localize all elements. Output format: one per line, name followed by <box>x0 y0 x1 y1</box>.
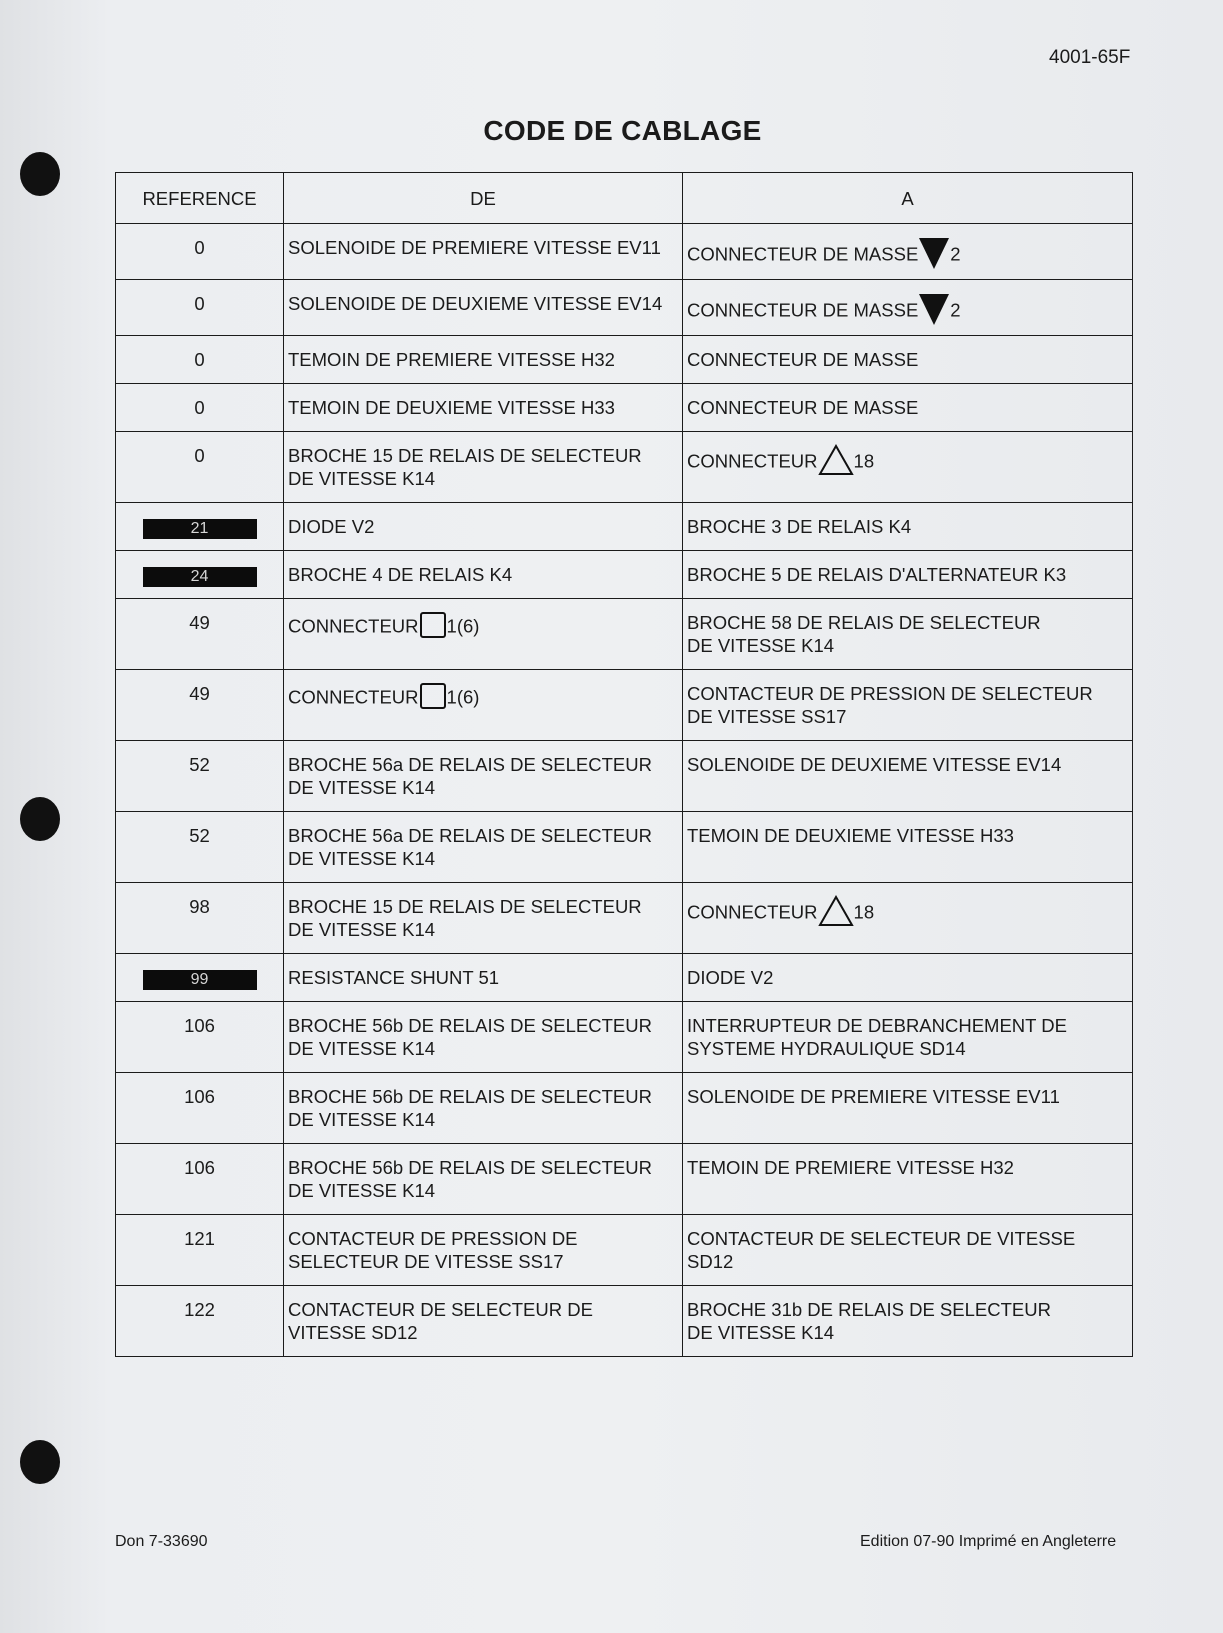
cell-text: CONTACTEUR DE SELECTEUR DE <box>288 1299 593 1320</box>
reference-number: 98 <box>189 896 210 917</box>
cell-text: SYSTEME HYDRAULIQUE SD14 <box>687 1038 966 1059</box>
symbol-number: 1(6) <box>446 615 480 637</box>
table-row <box>116 883 1133 954</box>
cell-from <box>284 954 683 1002</box>
reference-number: 0 <box>194 349 205 370</box>
cell-from <box>284 432 683 503</box>
table-row <box>116 432 1133 503</box>
cell-from <box>284 384 683 432</box>
cell-line <box>288 1227 678 1250</box>
outline-triangle-up-icon <box>818 444 854 481</box>
cell-text: CONNECTEUR DE MASSE <box>687 397 919 418</box>
cell-line <box>288 515 678 538</box>
outline-triangle-up-icon <box>818 895 854 932</box>
cell-text: SD12 <box>687 1251 734 1272</box>
cell-text: TEMOIN DE PREMIERE VITESSE H32 <box>687 1157 1014 1178</box>
cell-line <box>288 1085 678 1108</box>
cell-to <box>683 336 1133 384</box>
cell-text: DE VITESSE K14 <box>288 777 436 798</box>
cell-line <box>288 1108 678 1131</box>
cell-text: BROCHE 58 DE RELAIS DE SELECTEUR <box>687 612 1041 633</box>
cell-line <box>687 1298 1128 1321</box>
cell-reference <box>116 812 284 883</box>
column-header-to: A <box>683 173 1133 224</box>
filled-triangle-down-icon <box>918 292 950 331</box>
cell-text: SELECTEUR DE VITESSE SS17 <box>288 1251 564 1272</box>
cell-to <box>683 1073 1133 1144</box>
cell-line <box>687 611 1128 634</box>
cell-line <box>687 682 1128 705</box>
cell-text: CONNECTEUR <box>288 615 419 637</box>
cell-to <box>683 432 1133 503</box>
cell-line <box>288 847 678 870</box>
symbol-number: 2 <box>950 299 961 321</box>
cell-line <box>687 236 1128 275</box>
cell-line <box>687 1227 1128 1250</box>
cell-text: BROCHE 56b DE RELAIS DE SELECTEUR <box>288 1086 652 1107</box>
cell-line <box>687 1085 1128 1108</box>
cell-from <box>284 599 683 670</box>
cell-reference <box>116 551 284 599</box>
cell-from <box>284 503 683 551</box>
table-row <box>116 1215 1133 1286</box>
binder-hole <box>20 1440 60 1484</box>
cell-line <box>687 824 1128 847</box>
footer-edition: Edition 07-90 Imprimé en Angleterre <box>860 1533 1117 1550</box>
table-row <box>116 1286 1133 1357</box>
cell-line <box>288 824 678 847</box>
cell-line <box>288 1014 678 1037</box>
cell-reference <box>116 503 284 551</box>
cell-text: CONNECTEUR <box>687 450 818 472</box>
table-row <box>116 1144 1133 1215</box>
cell-text: DE VITESSE K14 <box>288 919 436 940</box>
cell-text: BROCHE 3 DE RELAIS K4 <box>687 516 912 537</box>
cell-text: DE VITESSE K14 <box>288 1180 436 1201</box>
cell-text: DE VITESSE SS17 <box>687 706 847 727</box>
symbol-number: 2 <box>950 243 961 265</box>
cell-reference <box>116 1286 284 1357</box>
cell-to <box>683 883 1133 954</box>
cell-text: BROCHE 56a DE RELAIS DE SELECTEUR <box>288 825 652 846</box>
table-header-row <box>116 173 1133 224</box>
cell-line <box>288 292 678 315</box>
cell-line <box>288 1037 678 1060</box>
cell-text: VITESSE SD12 <box>288 1322 418 1343</box>
cell-from <box>284 224 683 280</box>
table-row <box>116 741 1133 812</box>
table-row <box>116 812 1133 883</box>
cell-reference <box>116 1215 284 1286</box>
cell-text: DE VITESSE K14 <box>687 1322 835 1343</box>
cell-line <box>288 1179 678 1202</box>
cell-line <box>288 895 678 918</box>
reference-number: 0 <box>194 293 205 314</box>
cell-text: CONNECTEUR DE MASSE <box>687 243 919 265</box>
cell-to <box>683 384 1133 432</box>
table-row <box>116 599 1133 670</box>
cell-reference <box>116 883 284 954</box>
reference-number: 106 <box>184 1086 215 1107</box>
cell-line <box>288 1156 678 1179</box>
cell-line <box>288 682 678 715</box>
cell-from <box>284 1286 683 1357</box>
cell-to <box>683 670 1133 741</box>
cell-text: BROCHE 15 DE RELAIS DE SELECTEUR <box>288 445 642 466</box>
cell-line <box>687 348 1128 371</box>
cell-from <box>284 551 683 599</box>
cell-text: DIODE V2 <box>288 516 375 537</box>
cell-line <box>687 1250 1128 1273</box>
cell-to <box>683 1286 1133 1357</box>
cell-from <box>284 741 683 812</box>
cell-text: DE VITESSE K14 <box>288 1038 436 1059</box>
reference-number: 0 <box>194 397 205 418</box>
cell-line <box>687 1037 1128 1060</box>
cell-line <box>288 348 678 371</box>
cell-text: CONTACTEUR DE PRESSION DE <box>288 1228 578 1249</box>
table-row <box>116 503 1133 551</box>
table-row <box>116 670 1133 741</box>
cell-text: RESISTANCE SHUNT 51 <box>288 967 500 988</box>
binder-hole <box>20 797 60 841</box>
cell-to <box>683 954 1133 1002</box>
table-row <box>116 1002 1133 1073</box>
cell-line <box>687 705 1128 728</box>
cell-line <box>687 563 1128 586</box>
cell-line <box>288 611 678 644</box>
cell-text: BROCHE 5 DE RELAIS D'ALTERNATEUR K3 <box>687 564 1067 585</box>
reference-number: 49 <box>189 612 210 633</box>
cell-line <box>687 634 1128 657</box>
cell-line <box>687 1321 1128 1344</box>
cell-from <box>284 1215 683 1286</box>
table-row <box>116 384 1133 432</box>
cell-text: TEMOIN DE DEUXIEME VITESSE H33 <box>687 825 1014 846</box>
cell-to <box>683 812 1133 883</box>
cell-to <box>683 551 1133 599</box>
cell-line <box>288 753 678 776</box>
cell-reference <box>116 954 284 1002</box>
cell-reference <box>116 336 284 384</box>
cell-from <box>284 670 683 741</box>
reference-number: 52 <box>189 754 210 775</box>
cell-line <box>687 753 1128 776</box>
column-header-reference: REFERENCE <box>116 173 284 224</box>
cell-text: DE VITESSE K14 <box>288 848 436 869</box>
cell-line <box>687 515 1128 538</box>
cell-text: BROCHE 31b DE RELAIS DE SELECTEUR <box>687 1299 1051 1320</box>
cell-text: CONNECTEUR <box>687 901 818 923</box>
cell-text: BROCHE 56a DE RELAIS DE SELECTEUR <box>288 754 652 775</box>
cell-line <box>288 396 678 419</box>
cell-text: SOLENOIDE DE DEUXIEME VITESSE EV14 <box>687 754 1062 775</box>
cell-line <box>687 895 1128 932</box>
redacted-reference: 99 <box>143 970 257 990</box>
symbol-number: 1(6) <box>446 686 480 708</box>
reference-number: 0 <box>194 445 205 466</box>
reference-number: 0 <box>194 237 205 258</box>
cell-reference <box>116 741 284 812</box>
cell-text: CONNECTEUR DE MASSE <box>687 349 919 370</box>
cell-line <box>288 236 678 259</box>
cell-line <box>687 396 1128 419</box>
cell-reference <box>116 1144 284 1215</box>
cell-to <box>683 280 1133 336</box>
cell-from <box>284 280 683 336</box>
cell-line <box>288 776 678 799</box>
cell-text: BROCHE 56b DE RELAIS DE SELECTEUR <box>288 1015 652 1036</box>
redacted-reference: 24 <box>143 567 257 587</box>
cell-from <box>284 1144 683 1215</box>
document-number: 4001-65F <box>1049 47 1131 68</box>
cell-to <box>683 1002 1133 1073</box>
reference-number: 49 <box>189 683 210 704</box>
cell-line <box>288 1298 678 1321</box>
cell-text: CONTACTEUR DE PRESSION DE SELECTEUR <box>687 683 1093 704</box>
cell-text: DIODE V2 <box>687 967 774 988</box>
cell-text: BROCHE 15 DE RELAIS DE SELECTEUR <box>288 896 642 917</box>
table-row <box>116 280 1133 336</box>
cell-to <box>683 1144 1133 1215</box>
redacted-reference: 21 <box>143 519 257 539</box>
reference-number: 122 <box>184 1299 215 1320</box>
cell-text: BROCHE 56b DE RELAIS DE SELECTEUR <box>288 1157 652 1178</box>
table-row <box>116 954 1133 1002</box>
square-icon <box>419 611 447 644</box>
reference-number: 121 <box>184 1228 215 1249</box>
cell-line <box>288 1321 678 1344</box>
cell-text: DE VITESSE K14 <box>288 1109 436 1130</box>
cell-line <box>288 444 678 467</box>
cell-text: TEMOIN DE PREMIERE VITESSE H32 <box>288 349 615 370</box>
page-title: CODE DE CABLAGE <box>483 115 762 146</box>
reference-number: 106 <box>184 1157 215 1178</box>
cell-reference <box>116 1073 284 1144</box>
cell-from <box>284 812 683 883</box>
cell-text: SOLENOIDE DE PREMIERE VITESSE EV11 <box>687 1086 1060 1107</box>
cell-reference <box>116 1002 284 1073</box>
cell-text: SOLENOIDE DE PREMIERE VITESSE EV11 <box>288 237 661 258</box>
cell-to <box>683 599 1133 670</box>
cell-from <box>284 1002 683 1073</box>
square-icon <box>419 682 447 715</box>
cell-line <box>288 918 678 941</box>
table-row <box>116 1073 1133 1144</box>
cell-reference <box>116 599 284 670</box>
cell-reference <box>116 280 284 336</box>
cell-line <box>288 1250 678 1273</box>
cell-from <box>284 336 683 384</box>
cell-from <box>284 883 683 954</box>
binder-hole <box>20 152 60 196</box>
cell-text: DE VITESSE K14 <box>288 468 436 489</box>
cell-reference <box>116 224 284 280</box>
cell-line <box>687 966 1128 989</box>
table-row <box>116 551 1133 599</box>
footer-document-code: Don 7-33690 <box>115 1533 208 1550</box>
cell-text: TEMOIN DE DEUXIEME VITESSE H33 <box>288 397 615 418</box>
cell-line <box>288 467 678 490</box>
cell-text: CONNECTEUR <box>288 686 419 708</box>
cell-line <box>288 966 678 989</box>
cell-reference <box>116 432 284 503</box>
cell-to <box>683 741 1133 812</box>
cell-text: CONTACTEUR DE SELECTEUR DE VITESSE <box>687 1228 1076 1249</box>
cell-to <box>683 1215 1133 1286</box>
cell-to <box>683 224 1133 280</box>
cell-line <box>288 563 678 586</box>
cell-to <box>683 503 1133 551</box>
column-header-from: DE <box>284 173 683 224</box>
cell-line <box>687 444 1128 481</box>
cell-reference <box>116 670 284 741</box>
cell-text: INTERRUPTEUR DE DEBRANCHEMENT DE <box>687 1015 1067 1036</box>
reference-number: 106 <box>184 1015 215 1036</box>
table-row <box>116 336 1133 384</box>
cell-line <box>687 1156 1128 1179</box>
symbol-number: 18 <box>853 901 875 923</box>
cell-text: CONNECTEUR DE MASSE <box>687 299 919 321</box>
cell-line <box>687 1014 1128 1037</box>
symbol-number: 18 <box>853 450 875 472</box>
cell-text: SOLENOIDE DE DEUXIEME VITESSE EV14 <box>288 293 663 314</box>
cell-line <box>687 292 1128 331</box>
cell-text: BROCHE 4 DE RELAIS K4 <box>288 564 513 585</box>
reference-number: 52 <box>189 825 210 846</box>
cell-from <box>284 1073 683 1144</box>
cell-text: DE VITESSE K14 <box>687 635 835 656</box>
filled-triangle-down-icon <box>918 236 950 275</box>
cell-reference <box>116 384 284 432</box>
table-row <box>116 224 1133 280</box>
wiring-code-table <box>115 172 1133 1357</box>
